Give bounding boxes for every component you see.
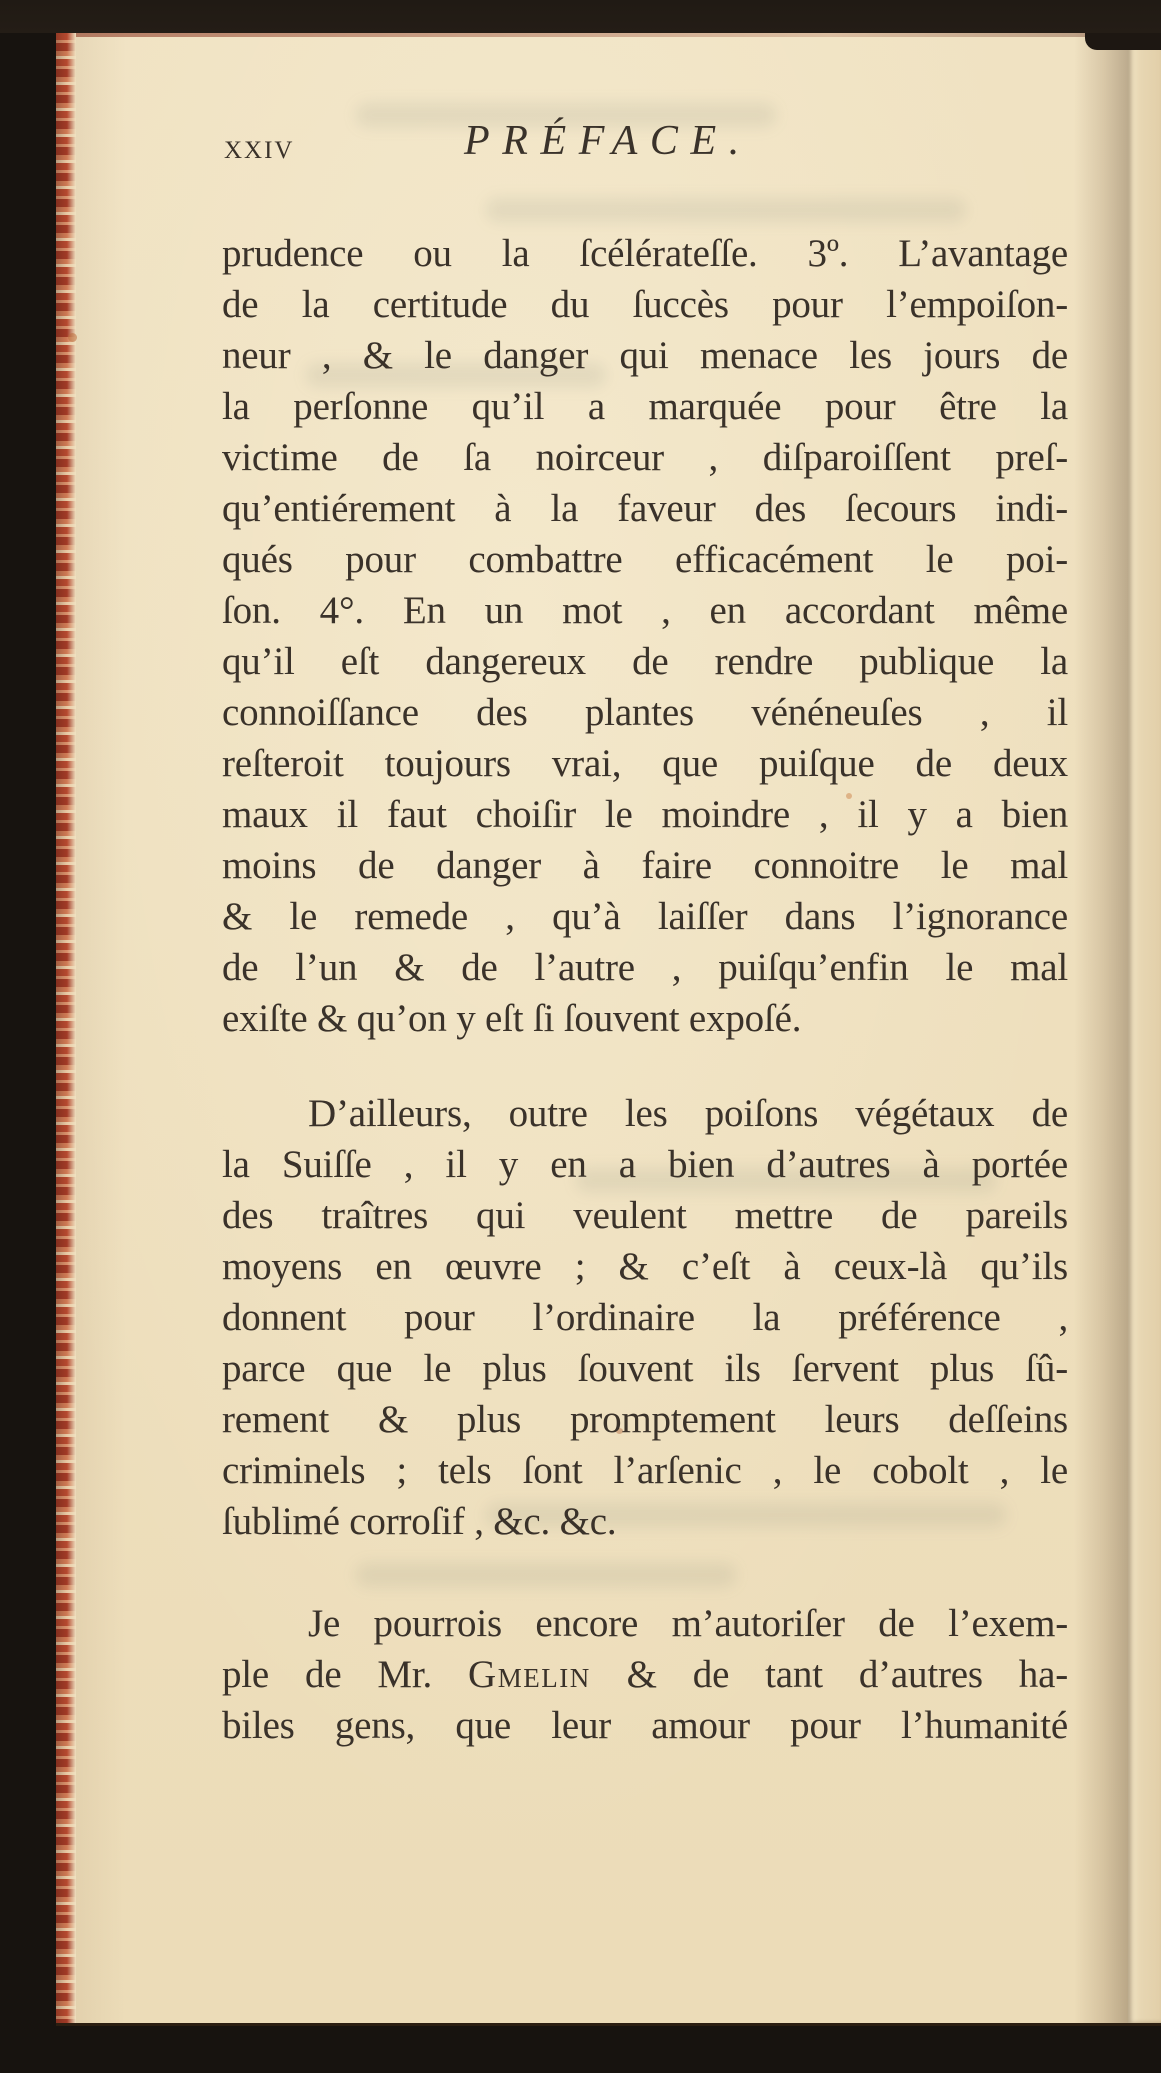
show-through: [356, 1563, 736, 1587]
photo-background-top: [0, 0, 1161, 33]
text-line: moyens en œuvre ; & c’eſt à ceux-là qu’ils: [222, 1245, 1068, 1288]
text-line: victime de ſa noirceur , diſparoiſſent preſ-: [222, 436, 1068, 479]
text-segment: ple de Mr.: [222, 1653, 469, 1696]
page-number: xxiv: [224, 126, 295, 166]
text-line: prudence ou la ſcélérateſſe. 3º. L’avantage: [222, 232, 1068, 275]
text-line: biles gens, que leur amour pour l’humanité: [222, 1704, 1068, 1747]
text-line: la perſonne qu’il a marquée pour être la: [222, 385, 1068, 428]
text-line: parce que le plus ſouvent ils ſervent plus ſû-: [222, 1347, 1068, 1390]
running-header: [56, 117, 1161, 177]
paragraph-2: [222, 1088, 1068, 1547]
text-line: & le remede , qu’à laiſſer dans l’ignorance: [222, 895, 1068, 938]
text-line: donnent pour l’ordinaire la préférence ,: [222, 1296, 1068, 1339]
text-line: Je pourrois encore m’autoriſer de l’exem-: [308, 1602, 1068, 1645]
text-line: des traîtres qui veulent mettre de pareils: [222, 1194, 1068, 1237]
text-line: rement & plus promptement leurs deſſeins: [222, 1398, 1068, 1441]
text-line: ſublimé corroſif , &c. &c.: [222, 1500, 617, 1543]
curved-page-strip: [1128, 33, 1161, 2023]
paragraph-3: [222, 1598, 1068, 1751]
show-through: [486, 198, 966, 222]
text-line: qués pour combattre efficacément le poi-: [222, 538, 1068, 581]
text-line: qu’il eſt dangereux de rendre publique la: [222, 640, 1068, 683]
text-line: de la certitude du ſuccès pour l’empoiſon-: [222, 283, 1068, 326]
red-fore-edge: [56, 33, 76, 2023]
text-line: D’ailleurs, outre les poiſons végétaux de: [308, 1092, 1068, 1135]
text-line: [222, 1649, 1068, 1700]
paragraph-1: [222, 228, 1068, 1044]
text-line: de l’un & de l’autre , puiſqu’enfin le mal: [222, 946, 1068, 989]
top-right-shadow: [1085, 33, 1161, 50]
text-line: moins de danger à faire connoitre le mal: [222, 844, 1068, 887]
gutter-fold-shadow: [1074, 33, 1128, 2023]
text-line: qu’entiérement à la faveur des ſecours indi-: [222, 487, 1068, 530]
paper-speck: [68, 333, 77, 342]
text-line: reſteroit toujours vrai, que puiſque de deux: [222, 742, 1068, 785]
text-line: criminels ; tels ſont l’arſenic , le cobolt , le: [222, 1449, 1068, 1492]
book-page: [56, 33, 1161, 2023]
text-line: connoiſſance des plantes vénéneuſes , il: [222, 691, 1068, 734]
text-line: ſon. 4°. En un mot , en accordant même: [222, 589, 1068, 632]
text-line: neur , & le danger qui menace les jours de: [222, 334, 1068, 377]
text-segment: & de tant d’autres ha-: [590, 1653, 1068, 1696]
person-name: Gmelin: [468, 1653, 591, 1696]
chapter-title: PRÉFACE.: [464, 118, 752, 164]
text-line: maux il faut choiſir le moindre , il y a bien: [222, 793, 1068, 836]
text-line: la Suiſſe , il y en a bien d’autres à portée: [222, 1143, 1068, 1186]
text-line: exiſte & qu’on y eſt ſi ſouvent expoſé.: [222, 997, 802, 1040]
